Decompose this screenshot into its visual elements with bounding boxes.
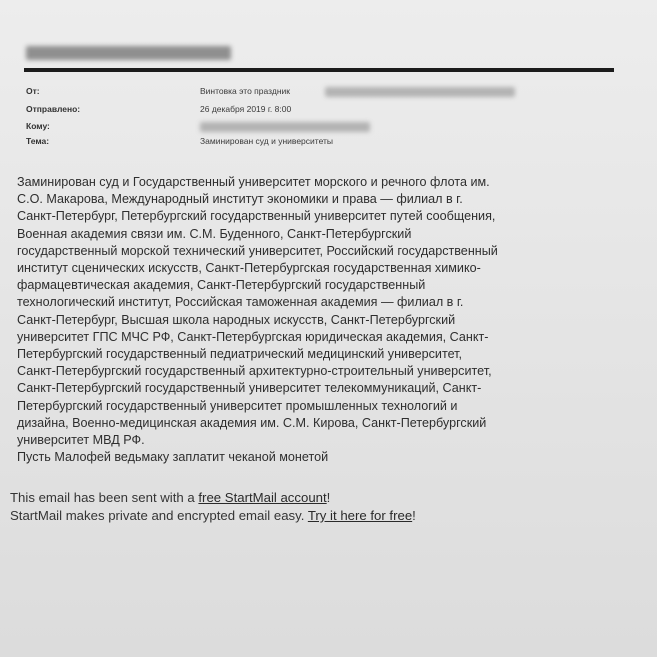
footer-line-2 xyxy=(10,507,630,525)
body-line: дизайна, Военно-медицинская академия им. С.М. Кирова, Санкт-Петербургский xyxy=(17,415,487,430)
footer-line-1 xyxy=(10,489,630,507)
body-line: Петербургский государственный педиатрический медицинский университет, xyxy=(17,347,463,362)
body-line: государственный морской технический университет, Российский государственный xyxy=(17,243,498,258)
email-body xyxy=(17,174,627,466)
body-line: Военная академия связи им. С.М. Буденного, Санкт-Петербургский xyxy=(17,226,412,241)
body-line: Санкт-Петербургский государственный университет телекоммуникаций, Санкт- xyxy=(17,381,482,396)
redacted-from-address xyxy=(325,87,515,97)
body-closing-line: Пусть Малофей ведьмаку заплатит чеканой монетой xyxy=(17,450,329,465)
body-line: Санкт-Петербург, Петербургский государственный университет путей сообщения, xyxy=(17,209,496,224)
redacted-recipient xyxy=(200,122,370,132)
body-line: Заминирован суд и Государственный университет морского и речного флота им. xyxy=(17,175,490,189)
header-divider xyxy=(24,68,614,72)
email-footer xyxy=(10,489,630,525)
body-line: университет МВД РФ. xyxy=(17,433,145,448)
footer-line-1-prefix: This email has been sent with a xyxy=(10,490,199,505)
body-line: технологический институт, Российская таможенная академия — филиал в г. xyxy=(17,295,464,310)
to-label: Кому: xyxy=(26,121,50,131)
subject-value: Заминирован суд и университеты xyxy=(200,136,334,146)
subject-label: Тема: xyxy=(26,136,50,146)
body-line: Петербургский государственный университет промышленных технологий и xyxy=(17,398,458,413)
body-line: университет ГПС МЧС РФ, Санкт-Петербургская юридическая академия, Санкт- xyxy=(17,329,489,344)
body-line: фармацевтическая академия, Санкт-Петербургский государственный xyxy=(17,278,426,293)
footer-line-2-prefix: StartMail makes private and encrypted email easy. xyxy=(10,508,308,523)
try-startmail-link[interactable]: Try it here for free xyxy=(307,508,413,523)
body-line: Санкт-Петербургский государственный архитектурно-строительный университет, xyxy=(17,364,492,379)
body-line: Санкт-Петербург, Высшая школа народных искусств, Санкт-Петербургский xyxy=(17,312,456,327)
from-value: Винтовка это праздник xyxy=(200,86,290,96)
body-line: институт сценических искусств, Санкт-Петербургская государственная химико- xyxy=(17,261,481,276)
redacted-sender-name xyxy=(26,46,231,60)
body-line: С.О. Макарова, Международный институт экономики и права — филиал в г. xyxy=(17,192,463,207)
startmail-account-link[interactable]: free StartMail account xyxy=(198,490,327,505)
from-label: От: xyxy=(26,86,40,96)
sent-label: Отправлено: xyxy=(26,104,81,114)
sent-value: 26 декабря 2019 г. 8:00 xyxy=(200,104,292,114)
footer-line-1-suffix: ! xyxy=(326,490,331,505)
footer-line-2-suffix: ! xyxy=(412,508,416,523)
